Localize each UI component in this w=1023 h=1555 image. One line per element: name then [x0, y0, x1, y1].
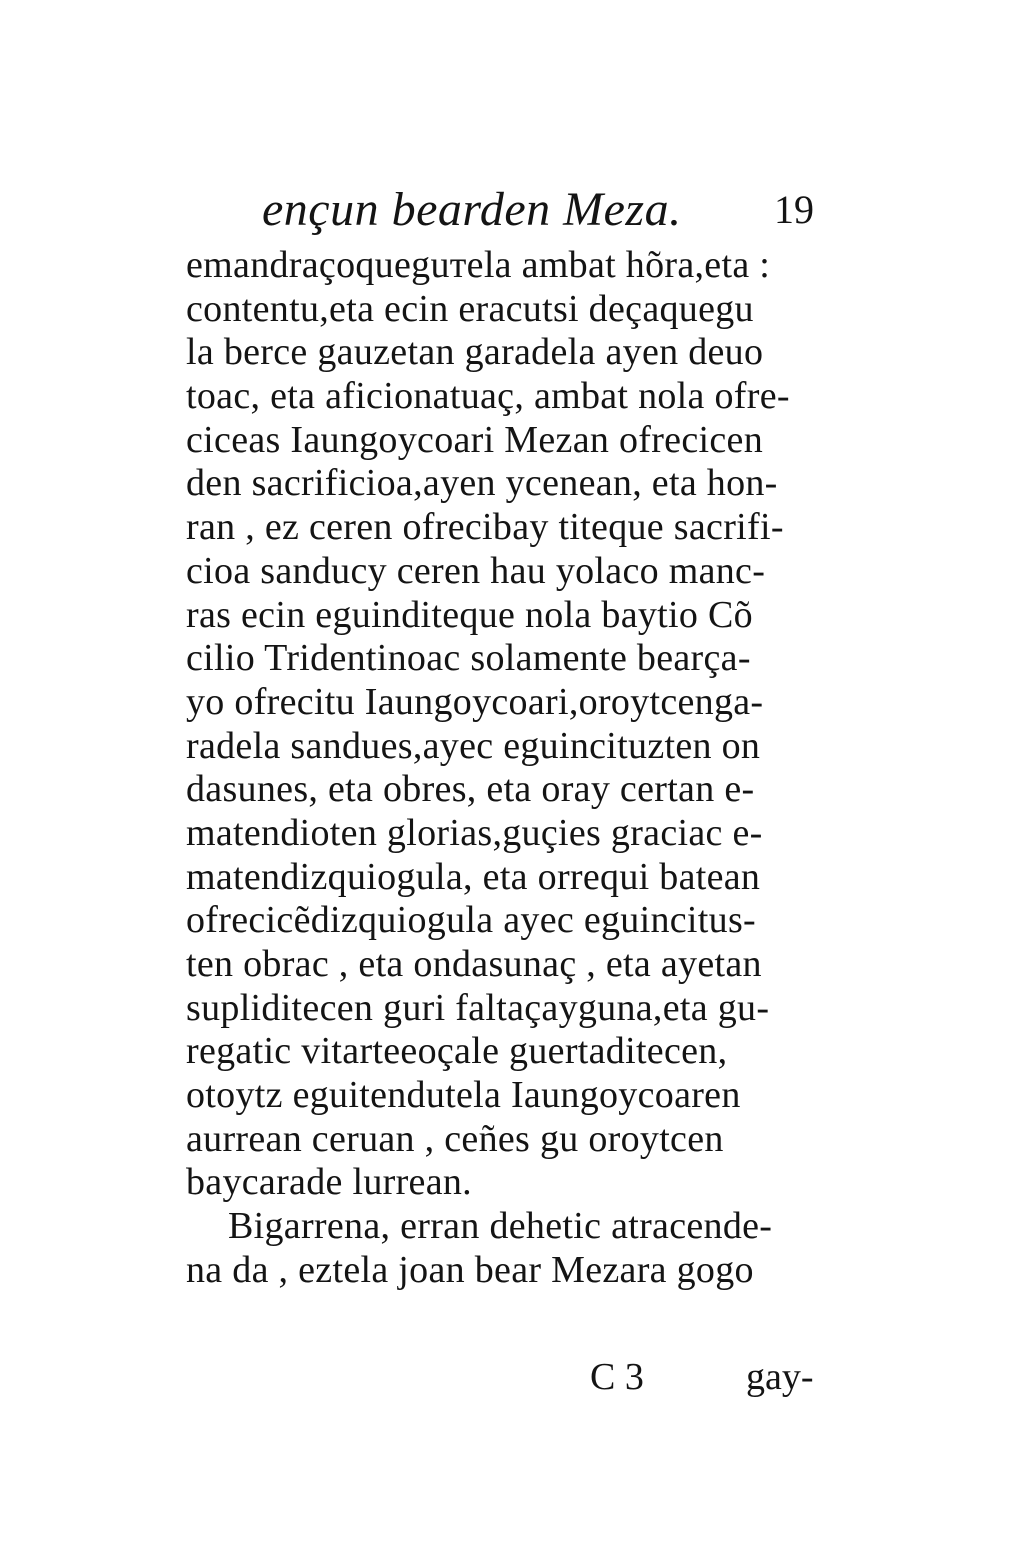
text-line-11: yo ofrecitu Iaungoycoari,oroytcenga- [186, 680, 764, 723]
text-line-7: ran , ez ceren ofrecibay titeque sacrifi- [186, 506, 784, 549]
text-line-21: aurrean ceruan , ceñes gu oroytcen [186, 1117, 724, 1160]
text-line-12: radela sandues,ayec eguincituzten on [186, 724, 761, 767]
text-line-5: ciceas Iaungoycoari Mezan ofrecicen [186, 418, 763, 461]
text-line-13: dasunes, eta obres, eta oray certan e- [186, 768, 755, 811]
text-line-19: regatic vitarteeoçale guertaditecen, [186, 1030, 728, 1073]
catchword: gay- [746, 1356, 814, 1398]
paragraph-start-line: Bigarrena, erran dehetic atracende- [228, 1205, 773, 1248]
text-line-9: ras ecin eguinditeque nola baytio Cõ [186, 593, 753, 636]
text-line-20: otoytz eguitendutela Iaungoycoaren [186, 1074, 741, 1117]
text-line-2: contentu,eta ecin eracutsi deçaquegu [186, 287, 754, 330]
text-line-4: toac, eta aficionatuaç, ambat nola ofre- [186, 375, 790, 418]
text-line-14: matendioten glorias,guçies graciac e- [186, 811, 763, 854]
text-line-17: ten obrac , eta ondasunaç , eta ayetan [186, 943, 762, 985]
running-title: ençun bearden Meza. [262, 183, 682, 236]
text-line-6: den sacrificioa,ayen ycenean, eta hon- [186, 462, 778, 505]
text-line-16: ofrecicẽdizquiogula ayec eguincitus- [186, 899, 756, 942]
text-line-last: na da , eztela joan bear Mezara gogo [186, 1248, 754, 1291]
text-line-1: emandraçoqueguтela ambat hõra,eta : [186, 244, 771, 286]
signature-mark: C 3 [590, 1356, 644, 1398]
text-line-22: baycarade lurrean. [186, 1161, 472, 1204]
running-head [262, 180, 822, 240]
text-line-15: matendizquiogula, eta orrequi batean [186, 855, 761, 898]
text-line-8: cioa sanducy ceren hau yolaco manc- [186, 549, 766, 592]
page-number: 19 [774, 187, 814, 232]
text-line-3: la berce gauzetan garadela ayen deuo [186, 331, 764, 374]
text-line-10: cilio Tridentinoac solamente bearça- [186, 637, 751, 680]
text-line-18: supliditecen guri faltaçayguna,eta gu- [186, 986, 770, 1029]
body-text [186, 244, 836, 1293]
